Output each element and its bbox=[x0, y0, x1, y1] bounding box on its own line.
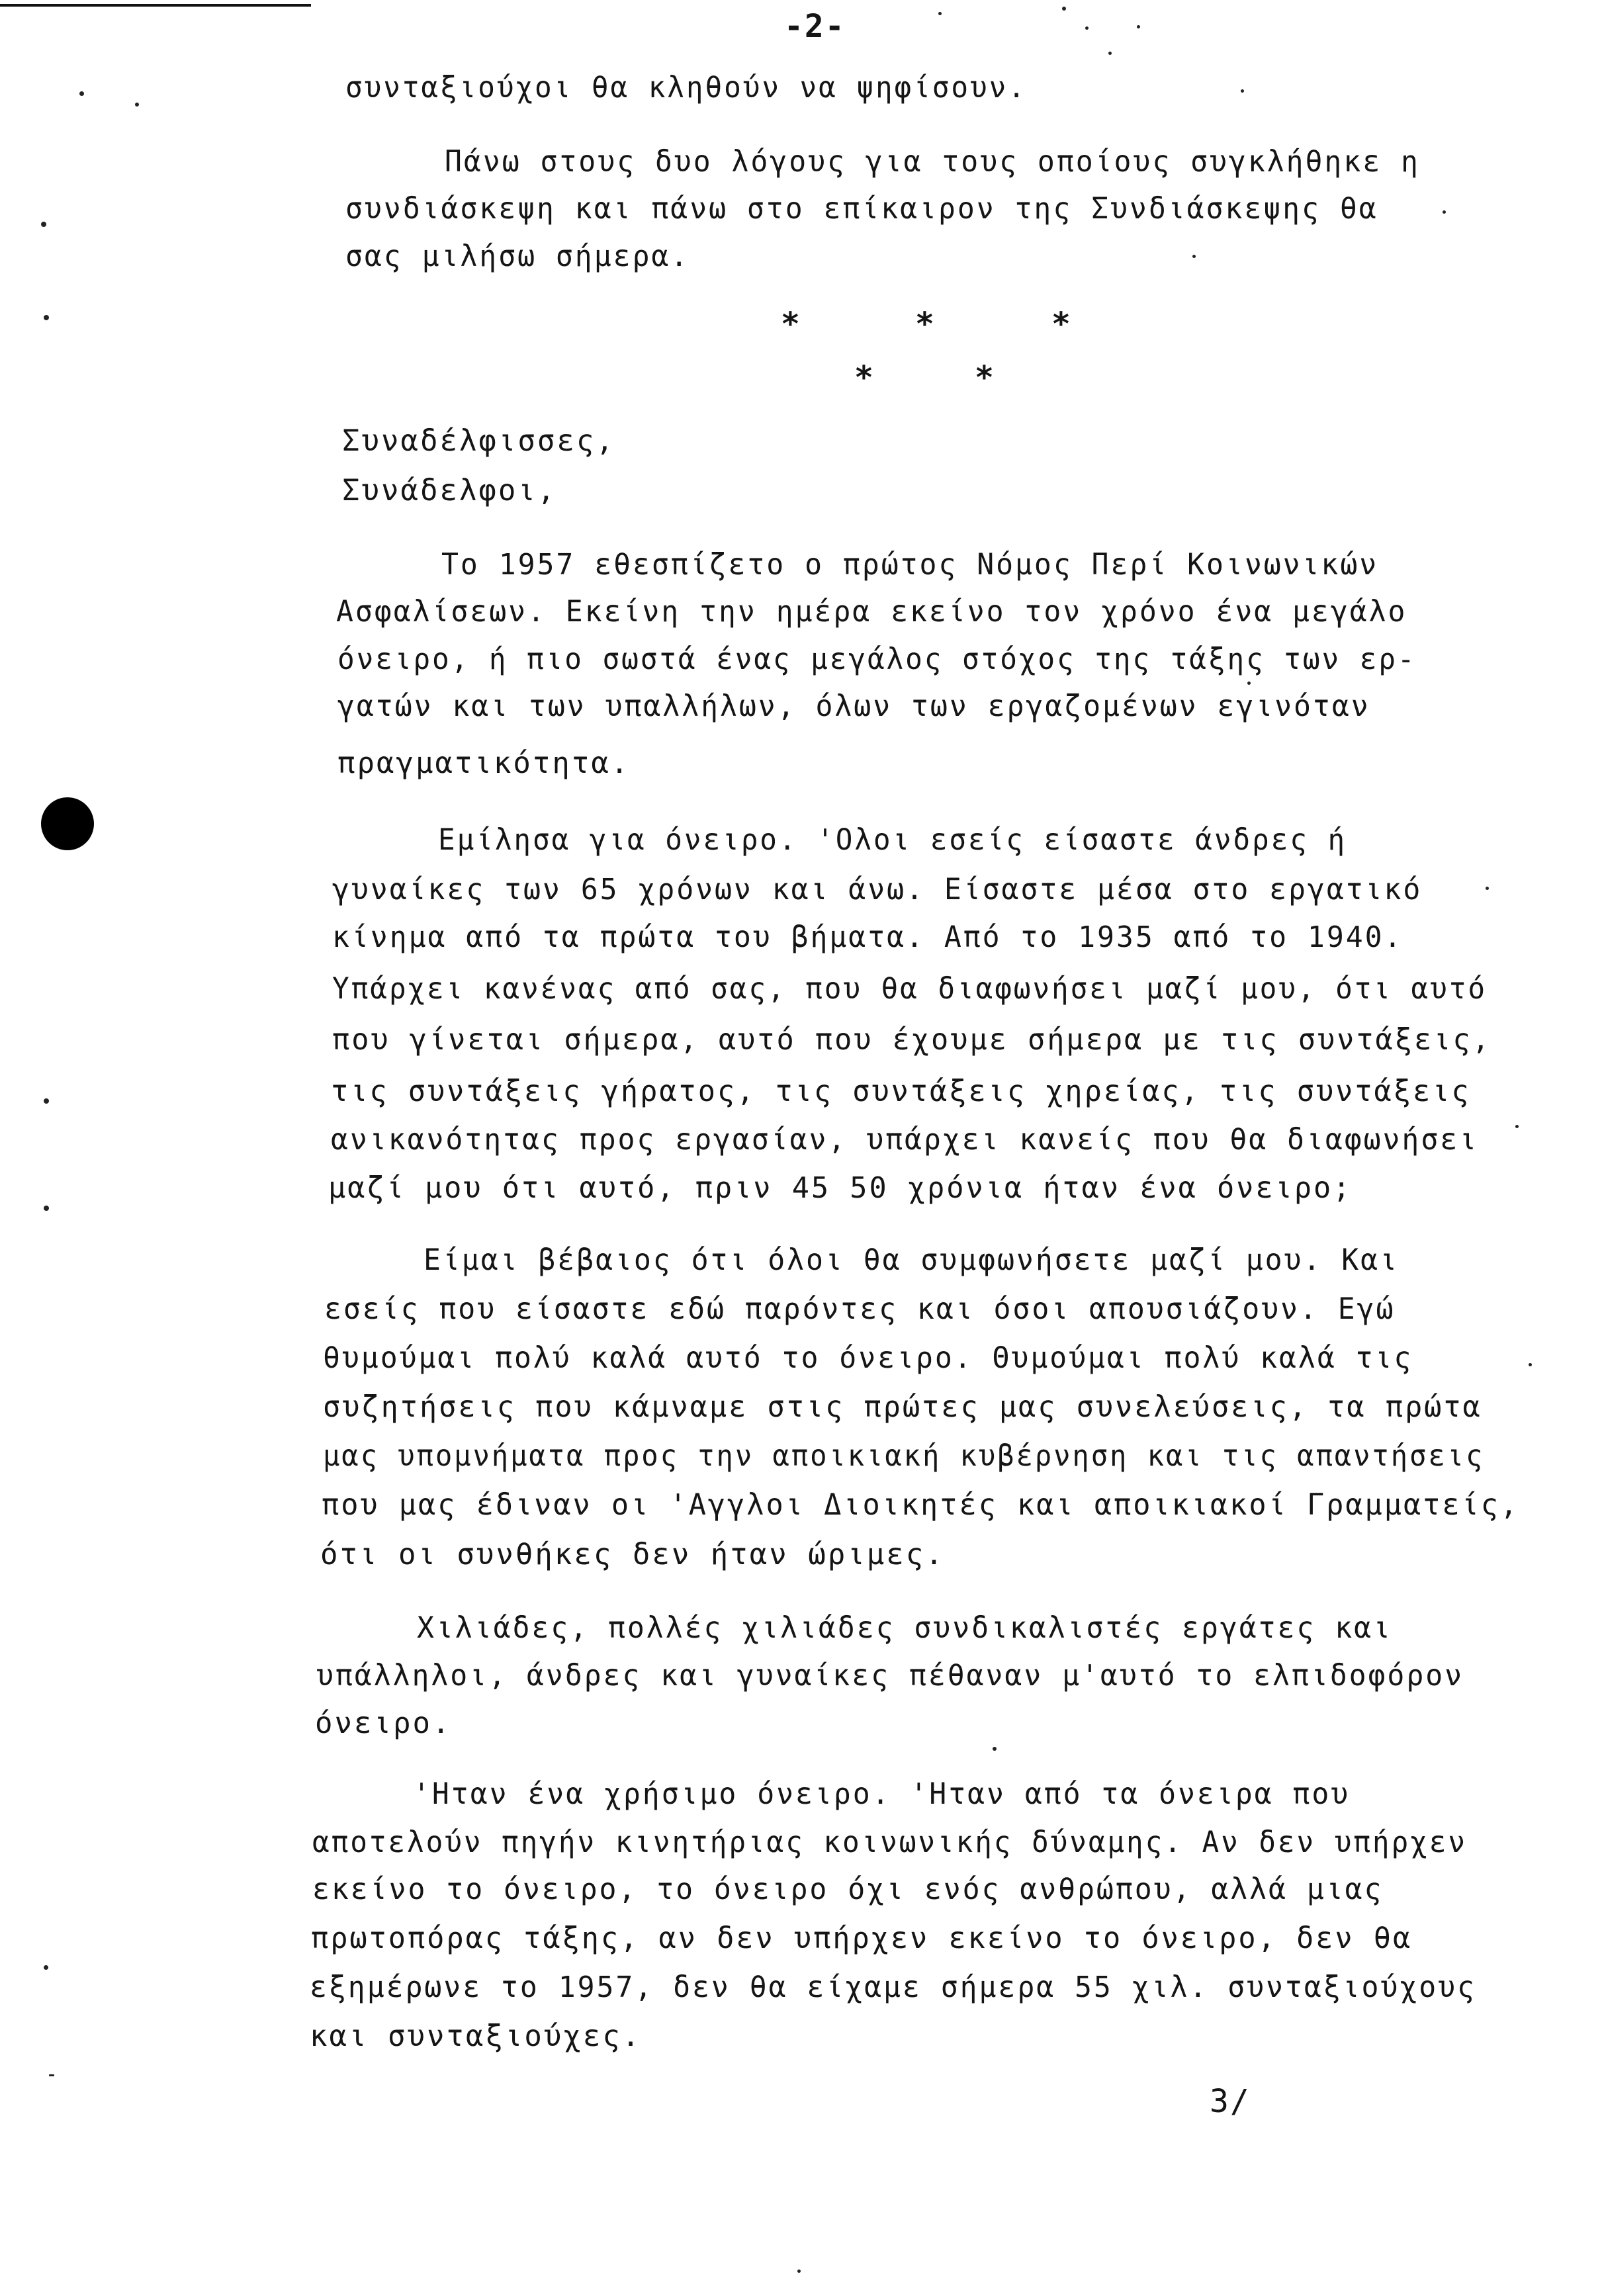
page-number: -2- bbox=[784, 8, 846, 45]
text-line: γυναίκες των 65 χρόνων και άνω. Είσαστε μέσα στο εργατικό bbox=[332, 873, 1423, 906]
continuation-marker: 3/ bbox=[1210, 2083, 1251, 2120]
text-line: αποτελούν πηγήν κινητήριας κοινωνικής δύναμης. Αν δεν υπήρχεν bbox=[312, 1826, 1467, 1859]
salutation: Συνάδελφοι, bbox=[342, 474, 557, 508]
scan-speck bbox=[797, 2270, 801, 2273]
scan-speck bbox=[1062, 7, 1066, 11]
separator-star: * bbox=[781, 306, 800, 343]
scan-speck bbox=[1241, 89, 1244, 93]
scan-speck bbox=[44, 315, 49, 320]
separator-star: * bbox=[1051, 306, 1071, 343]
text-line: μας υπομνήματα προς την αποικιακή κυβέρνηση και τις απαντήσεις bbox=[323, 1439, 1485, 1473]
separator-star: * bbox=[854, 359, 873, 396]
text-line: πραγματικότητα. bbox=[337, 746, 631, 780]
text-line: Εμίλησα για όνειρο. 'Ολοι εσείς είσαστε άνδρες ή bbox=[438, 823, 1347, 857]
text-line: μαζί μου ότι αυτό, πριν 45 50 χρόνια ήταν ένα όνειρο; bbox=[328, 1171, 1353, 1205]
text-line: 'Ηταν ένα χρήσιμο όνειρο. 'Ηταν από τα όνειρα που bbox=[413, 1777, 1351, 1811]
scan-speck bbox=[44, 1965, 48, 1970]
text-line: κίνημα από τα πρώτα του βήματα. Από το 1935 από το 1940. bbox=[332, 920, 1403, 954]
punch-hole-mark bbox=[41, 797, 94, 850]
scan-speck bbox=[1247, 682, 1251, 685]
scan-speck bbox=[44, 1098, 49, 1104]
scan-speck bbox=[1137, 25, 1140, 28]
scan-speck bbox=[1515, 1125, 1519, 1128]
text-line: ανικανότητας προς εργασίαν, υπάρχει κανείς που θα διαφωνήσει bbox=[331, 1123, 1479, 1157]
separator-star: * bbox=[915, 306, 934, 343]
scan-speck bbox=[1085, 26, 1089, 30]
scan-speck bbox=[135, 103, 139, 107]
text-line: όνειρο. bbox=[315, 1706, 452, 1740]
text-line: θυμούμαι πολύ καλά αυτό το όνειρο. Θυμούμαι πολύ καλά τις bbox=[323, 1341, 1413, 1375]
text-line: εσείς που είσαστε εδώ παρόντες και όσοι απουσιάζουν. Εγώ bbox=[324, 1292, 1396, 1326]
text-line: Υπάρχει κανένας από σας, που θα διαφωνήσει μαζί μου, ότι αυτό bbox=[332, 972, 1487, 1006]
text-line: συζητήσεις που κάμναμε στις πρώτες μας συνελεύσεις, τα πρώτα bbox=[323, 1390, 1482, 1424]
text-line: ότι οι συνθήκες δεν ήταν ώριμες. bbox=[320, 1538, 945, 1571]
scan-speck bbox=[1443, 210, 1446, 214]
text-line: εξημέρωνε το 1957, δεν θα είχαμε σήμερα 55 χιλ. συνταξιούχους bbox=[310, 1970, 1476, 2004]
text-line: Χιλιάδες, πολλές χιλιάδες συνδικαλιστές εργάτες και bbox=[417, 1611, 1392, 1645]
text-line: γατών και των υπαλλήλων, όλων των εργαζομένων εγινόταν bbox=[337, 689, 1370, 723]
text-line: Είμαι βέβαιος ότι όλοι θα συμφωνήσετε μαζί μου. Και bbox=[423, 1243, 1399, 1277]
text-line: σας μιλήσω σήμερα. bbox=[345, 240, 690, 273]
text-line: υπάλληλοι, άνδρες και γυναίκες πέθαναν μ'αυτό το ελπιδοφόρον bbox=[316, 1659, 1464, 1693]
text-line: τις συντάξεις γήρατος, τις συντάξεις χηρείας, τις συντάξεις bbox=[331, 1075, 1471, 1108]
scan-speck bbox=[79, 91, 84, 96]
salutation: Συναδέλφισσες, bbox=[342, 424, 615, 458]
scan-speck bbox=[49, 2074, 54, 2076]
text-line: Το 1957 εθεσπίζετο ο πρώτος Νόμος Περί Κοινωνικών bbox=[441, 548, 1379, 582]
scan-speck bbox=[938, 12, 942, 15]
scan-speck bbox=[1529, 1363, 1532, 1366]
text-line: εκείνο το όνειρο, το όνειρο όχι ενός ανθρώπου, αλλά μιας bbox=[312, 1873, 1384, 1906]
text-line: όνειρο, ή πιο σωστά ένας μεγάλος στόχος της τάξης των ερ- bbox=[337, 642, 1417, 676]
scan-speck bbox=[1108, 52, 1112, 55]
text-line: που μας έδιναν οι 'Αγγλοι Διοικητές και αποικιακοί Γραμματείς, bbox=[322, 1488, 1520, 1522]
text-line: Πάνω στους δυο λόγους για τους οποίους συγκλήθηκε η bbox=[445, 145, 1420, 179]
text-line: που γίνεται σήμερα, αυτό που έχουμε σήμερα με τις συντάξεις, bbox=[332, 1023, 1491, 1057]
scan-speck bbox=[44, 1206, 49, 1211]
top-rule bbox=[0, 4, 311, 7]
separator-star: * bbox=[975, 359, 994, 396]
scan-speck bbox=[993, 1747, 997, 1751]
scan-speck bbox=[41, 222, 46, 227]
text-line: συνδιάσκεψη και πάνω στο επίκαιρον της Συνδιάσκεψης θα bbox=[345, 192, 1378, 226]
scan-speck bbox=[1192, 255, 1196, 258]
text-line: συνταξιούχοι θα κληθούν να ψηφίσουν. bbox=[345, 71, 1027, 105]
text-line: πρωτοπόρας τάξης, αν δεν υπήρχεν εκείνο το όνειρο, δεν θα bbox=[311, 1921, 1413, 1955]
text-line: Ασφαλίσεων. Εκείνη την ημέρα εκείνο τον χρόνο ένα μεγάλο bbox=[336, 595, 1407, 629]
text-line: και συνταξιούχες. bbox=[310, 2019, 642, 2053]
scan-speck bbox=[1486, 887, 1489, 890]
